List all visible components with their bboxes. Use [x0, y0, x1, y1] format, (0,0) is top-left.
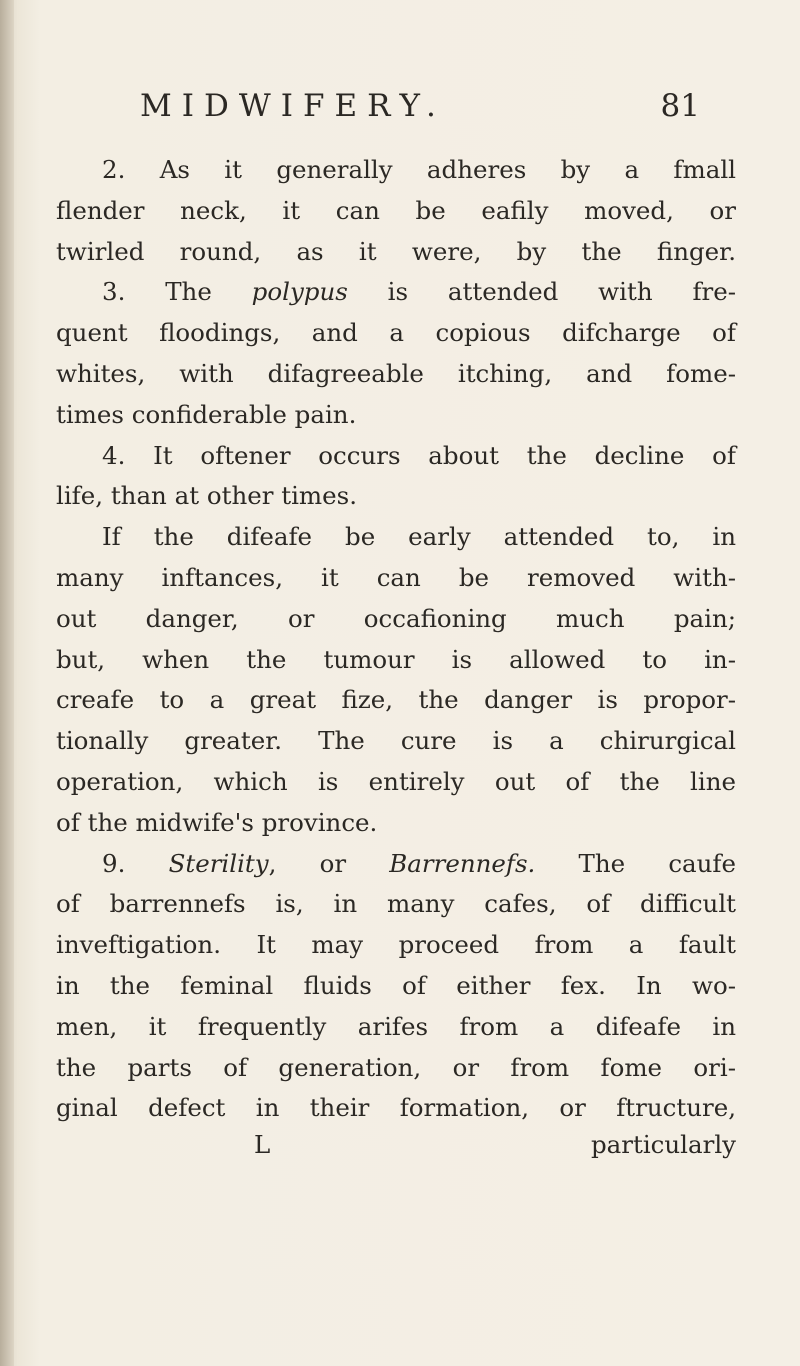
text-line: life, than at other times.	[56, 481, 357, 511]
page-header	[140, 88, 700, 128]
running-title: MIDWIFERY.	[140, 88, 446, 124]
text-line: men, it frequently arifes from a difeafe in	[56, 1011, 736, 1041]
text-line	[56, 272, 736, 313]
text-line: flender neck, it can be eafily moved, or	[56, 195, 736, 225]
text-line: of the midwife's province.	[56, 807, 378, 837]
text-line: creafe to a great fize, the danger is propor-	[56, 685, 736, 715]
text-line: the parts of generation, or from fome ori-	[56, 1052, 736, 1082]
text-line: ginal defect in their formation, or ftructure,	[56, 1093, 736, 1123]
text-line: quent floodings, and a copious difcharge of	[56, 318, 736, 348]
body-text	[56, 150, 736, 1129]
text-line: inveftigation. It may proceed from a fault	[56, 930, 736, 960]
text-line: whites, with difagreeable itching, and fome-	[56, 358, 736, 388]
signature-mark: L	[254, 1130, 271, 1159]
text-line	[56, 844, 736, 885]
text-line: in the feminal fluids of either fex. In wo-	[56, 970, 736, 1000]
page-footer	[56, 1130, 736, 1170]
text-line: twirled round, as it were, by the finger.	[56, 236, 736, 266]
text-run: is attended with fre-	[347, 277, 736, 307]
text-line: out danger, or occafioning much pain;	[56, 603, 736, 633]
text-line: tionally greater. The cure is a chirurgical	[56, 726, 736, 756]
italic-term: Barrennefs.	[389, 848, 536, 878]
italic-term: polypus	[251, 277, 348, 307]
text-run: 3. The	[102, 277, 252, 307]
page-gutter	[0, 0, 14, 1366]
catchword: particularly	[590, 1130, 736, 1159]
text-line: If the difeafe be early attended to, in	[102, 522, 736, 552]
text-line: many inftances, it can be removed with-	[56, 562, 736, 592]
text-line: operation, which is entirely out of the line	[56, 766, 736, 796]
text-line: 4. It oftener occurs about the decline of	[102, 440, 736, 470]
text-run: , or	[268, 848, 390, 878]
text-line: of barrennefs is, in many cafes, of difficult	[56, 889, 736, 919]
text-run: The caufe	[535, 848, 737, 878]
italic-term: Sterility	[168, 848, 269, 878]
text-run: 9.	[102, 848, 169, 878]
text-line: but, when the tumour is allowed to in-	[56, 644, 736, 674]
text-line: 2. As it generally adheres by a fmall	[102, 155, 736, 184]
text-line: times confiderable pain.	[56, 399, 357, 429]
page-number: 81	[660, 88, 700, 124]
